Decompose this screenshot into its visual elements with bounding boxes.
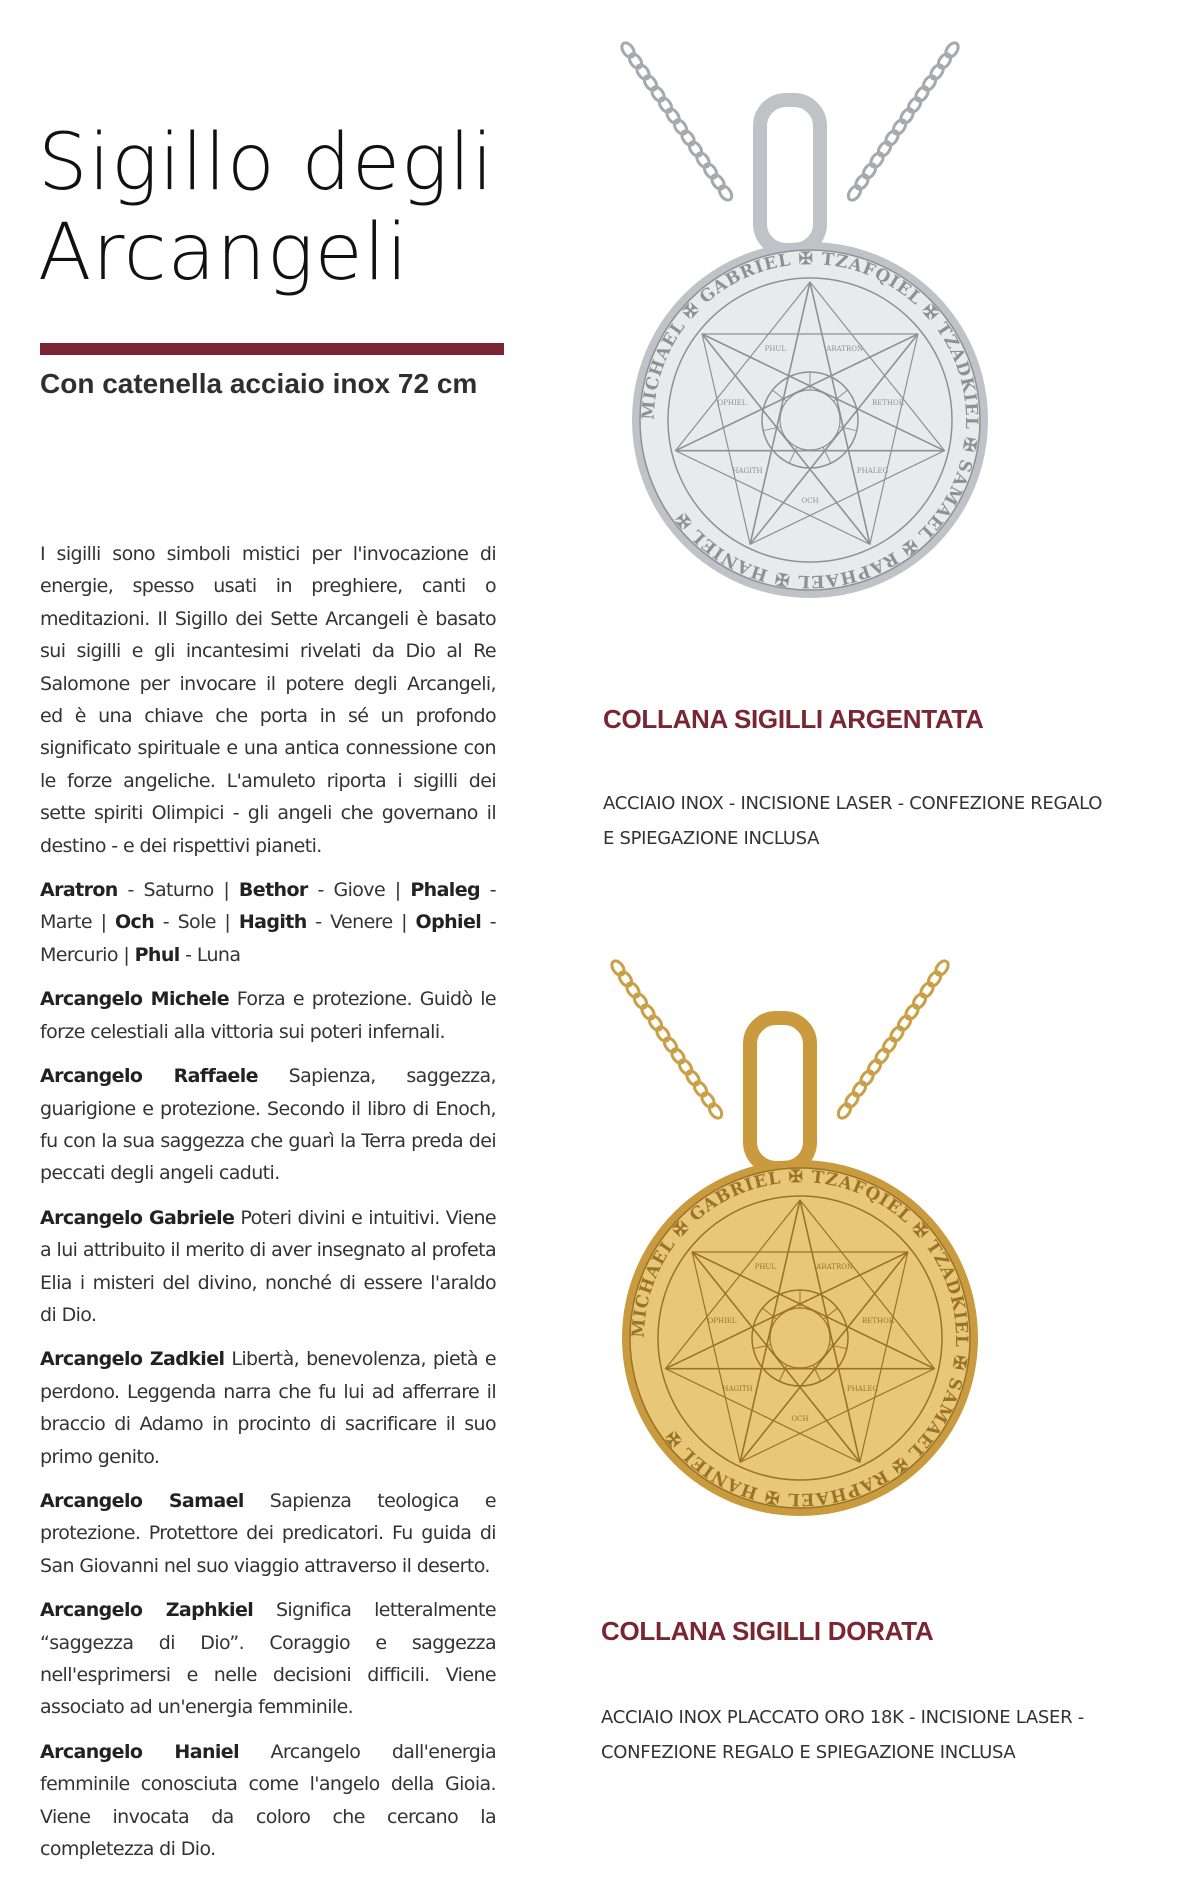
archangel-paragraph bbox=[40, 1594, 496, 1724]
archangel-name: Arcangelo Zadkiel bbox=[40, 1348, 225, 1371]
intro-paragraph: I sigilli sono simboli mistici per l'invocazione di energie, spesso usati in preghiere, canti o meditazioni. Il Sigillo dei Sette Arcangeli è basato sui sigilli e gli incantesimi rivelati da Dio al Re Salomone per invocare il potere degli Arcangeli, ed è una chiave che porta in sé un profondo significato spirituale e una antica connessione con le forze angeliche. L'amuleto riporta i sigilli dei sette spiriti Olimpici - gli angeli che governano il destino - e dei rispettivi pianeti. bbox=[40, 543, 496, 857]
archangel-text: Sapienza, saggezza, guarigione e protezione. Secondo il libro di Enoch, fu con la sua saggezza che guarì la Terra preda dei peccati degli angeli caduti. bbox=[40, 1065, 496, 1185]
spirit-name: Phul bbox=[134, 943, 180, 966]
product-title-silver: COLLANA SIGILLI ARGENTATA bbox=[603, 704, 984, 734]
archangel-text: Significa letteralmente “saggezza di Dio”. Coraggio e saggezza nell'esprimersi e nelle decisioni difficili. Viene associato ad un'energia femminile. bbox=[40, 1599, 496, 1719]
spirit-name: Aratron bbox=[40, 879, 118, 902]
silver-pendant-image bbox=[600, 40, 990, 600]
archangel-text: Libertà, benevolenza, pietà e perdono. Leggenda narra che fu lui ad afferrare il braccio di Adamo in procinto di sacrificare il suo primo genito. bbox=[40, 1348, 496, 1468]
medallion-spirit-label: BETHOR bbox=[861, 1317, 895, 1326]
medallion-spirit-label: PHALEG bbox=[856, 466, 889, 475]
archangels-list bbox=[40, 983, 496, 1865]
bail-icon bbox=[750, 1018, 810, 1168]
spirit-name: Ophiel bbox=[415, 911, 482, 934]
medallion-spirit-label: BETHOR bbox=[871, 399, 905, 408]
spirit-planet: Giove bbox=[333, 879, 386, 902]
medallion-spirit-label: PHUL bbox=[764, 344, 786, 353]
archangel-text: Poteri divini e intuitivi. Viene a lui attribuito il merito di aver insegnato al profeta Elia i misteri del divino, nonché di essere l'araldo di Dio. bbox=[40, 1206, 496, 1326]
spirit-name: Hagith bbox=[238, 911, 307, 934]
archangel-paragraph bbox=[40, 1202, 496, 1332]
archangel-name: Arcangelo Haniel bbox=[40, 1740, 239, 1763]
spirit-planet: Saturno bbox=[143, 879, 214, 902]
archangel-name: Arcangelo Raffaele bbox=[40, 1065, 258, 1088]
title-line-1: Sigillo degli bbox=[38, 118, 495, 208]
chain-icon bbox=[619, 41, 960, 203]
archangel-paragraph bbox=[40, 1485, 496, 1582]
product-desc-gold bbox=[601, 1700, 1084, 1770]
medallion-spirit-label: HAGITH bbox=[722, 1384, 753, 1393]
spirit-name: Phaleg bbox=[410, 879, 480, 902]
medallion-spirit-label: PHUL bbox=[754, 1262, 776, 1271]
spirits-paragraph: Aratron - Saturno | Bethor - Giove | Phaleg - Marte | Och - Sole | Hagith - Venere | Ophiel - Mercurio | Phul - Luna bbox=[40, 879, 496, 966]
archangel-paragraph bbox=[40, 1736, 496, 1866]
page-title bbox=[38, 118, 558, 298]
spirit-planet: Mercurio bbox=[40, 943, 118, 966]
product-desc-silver bbox=[603, 786, 1102, 856]
medallion-spirit-label: OCH bbox=[801, 497, 819, 505]
product-title-gold: COLLANA SIGILLI DORATA bbox=[601, 1616, 934, 1646]
medallion-spirit-label: OCH bbox=[791, 1415, 809, 1423]
medallion-spirit-label: ARATRON bbox=[826, 344, 864, 353]
archangel-text: Sapienza teologica e protezione. Protettore dei predicatori. Fu guida di San Giovanni nel suo viaggio attraverso il deserto. bbox=[40, 1489, 496, 1577]
medallion-spirit-label: OPHIEL bbox=[707, 1317, 737, 1326]
medallion-ring-text: MICHAEL ✠ GABRIEL ✠ TZAFQIEL ✠ TZADKIEL ✠ SAMAEL ✠ RAPHAEL ✠ HANIEL ✠ bbox=[628, 1166, 972, 1510]
spirit-planet: Venere bbox=[330, 911, 393, 934]
page-subtitle: Con catenella acciaio inox 72 cm bbox=[40, 368, 478, 399]
product-desc-gold-line-2: CONFEZIONE REGALO E SPIEGAZIONE INCLUSA bbox=[601, 1742, 1016, 1763]
archangel-text: Forza e protezione. Guidò le forze celestiali alla vittoria sui poteri infernali. bbox=[40, 988, 496, 1043]
medallion-spirit-label: PHALEG bbox=[846, 1384, 879, 1393]
spirit-planet: Luna bbox=[196, 943, 241, 966]
medallion-ring-text: MICHAEL ✠ GABRIEL ✠ TZAFQIEL ✠ TZADKIEL ✠ SAMAEL ✠ RAPHAEL ✠ HANIEL ✠ bbox=[638, 248, 982, 592]
spirit-planet: Marte bbox=[40, 911, 92, 934]
archangel-text: Arcangelo dall'energia femminile conosciuta come l'angelo della Gioia. Viene invocata da coloro che cercano la completezza di Dio. bbox=[40, 1740, 496, 1861]
medallion-spirit-label: ARATRON bbox=[816, 1262, 854, 1271]
archangel-paragraph bbox=[40, 1343, 496, 1473]
spirit-name: Bethor bbox=[238, 879, 308, 902]
chain-icon bbox=[609, 959, 950, 1121]
archangel-name: Arcangelo Samael bbox=[40, 1489, 244, 1512]
archangel-paragraph bbox=[40, 1060, 496, 1190]
archangel-name: Arcangelo Zaphkiel bbox=[40, 1599, 254, 1622]
description-column bbox=[40, 538, 496, 1877]
archangel-name: Arcangelo Michele bbox=[40, 988, 229, 1011]
title-line-2: Arcangeli bbox=[38, 208, 409, 298]
product-desc-silver-line-2: E SPIEGAZIONE INCLUSA bbox=[603, 828, 820, 849]
title-divider bbox=[40, 343, 504, 355]
spirit-name: Och bbox=[114, 911, 155, 934]
bail-icon bbox=[760, 100, 820, 250]
spirit-planet: Sole bbox=[177, 911, 216, 934]
archangel-paragraph bbox=[40, 983, 496, 1048]
medallion-spirit-label: HAGITH bbox=[732, 466, 763, 475]
medallion-spirit-label: OPHIEL bbox=[717, 399, 747, 408]
gold-pendant-image bbox=[590, 958, 980, 1518]
product-desc-gold-line-1: ACCIAIO INOX PLACCATO ORO 18K - INCISIONE LASER - bbox=[601, 1707, 1084, 1728]
product-desc-silver-line-1: ACCIAIO INOX - INCISIONE LASER - CONFEZIONE REGALO bbox=[603, 793, 1103, 814]
archangel-name: Arcangelo Gabriele bbox=[40, 1206, 235, 1229]
